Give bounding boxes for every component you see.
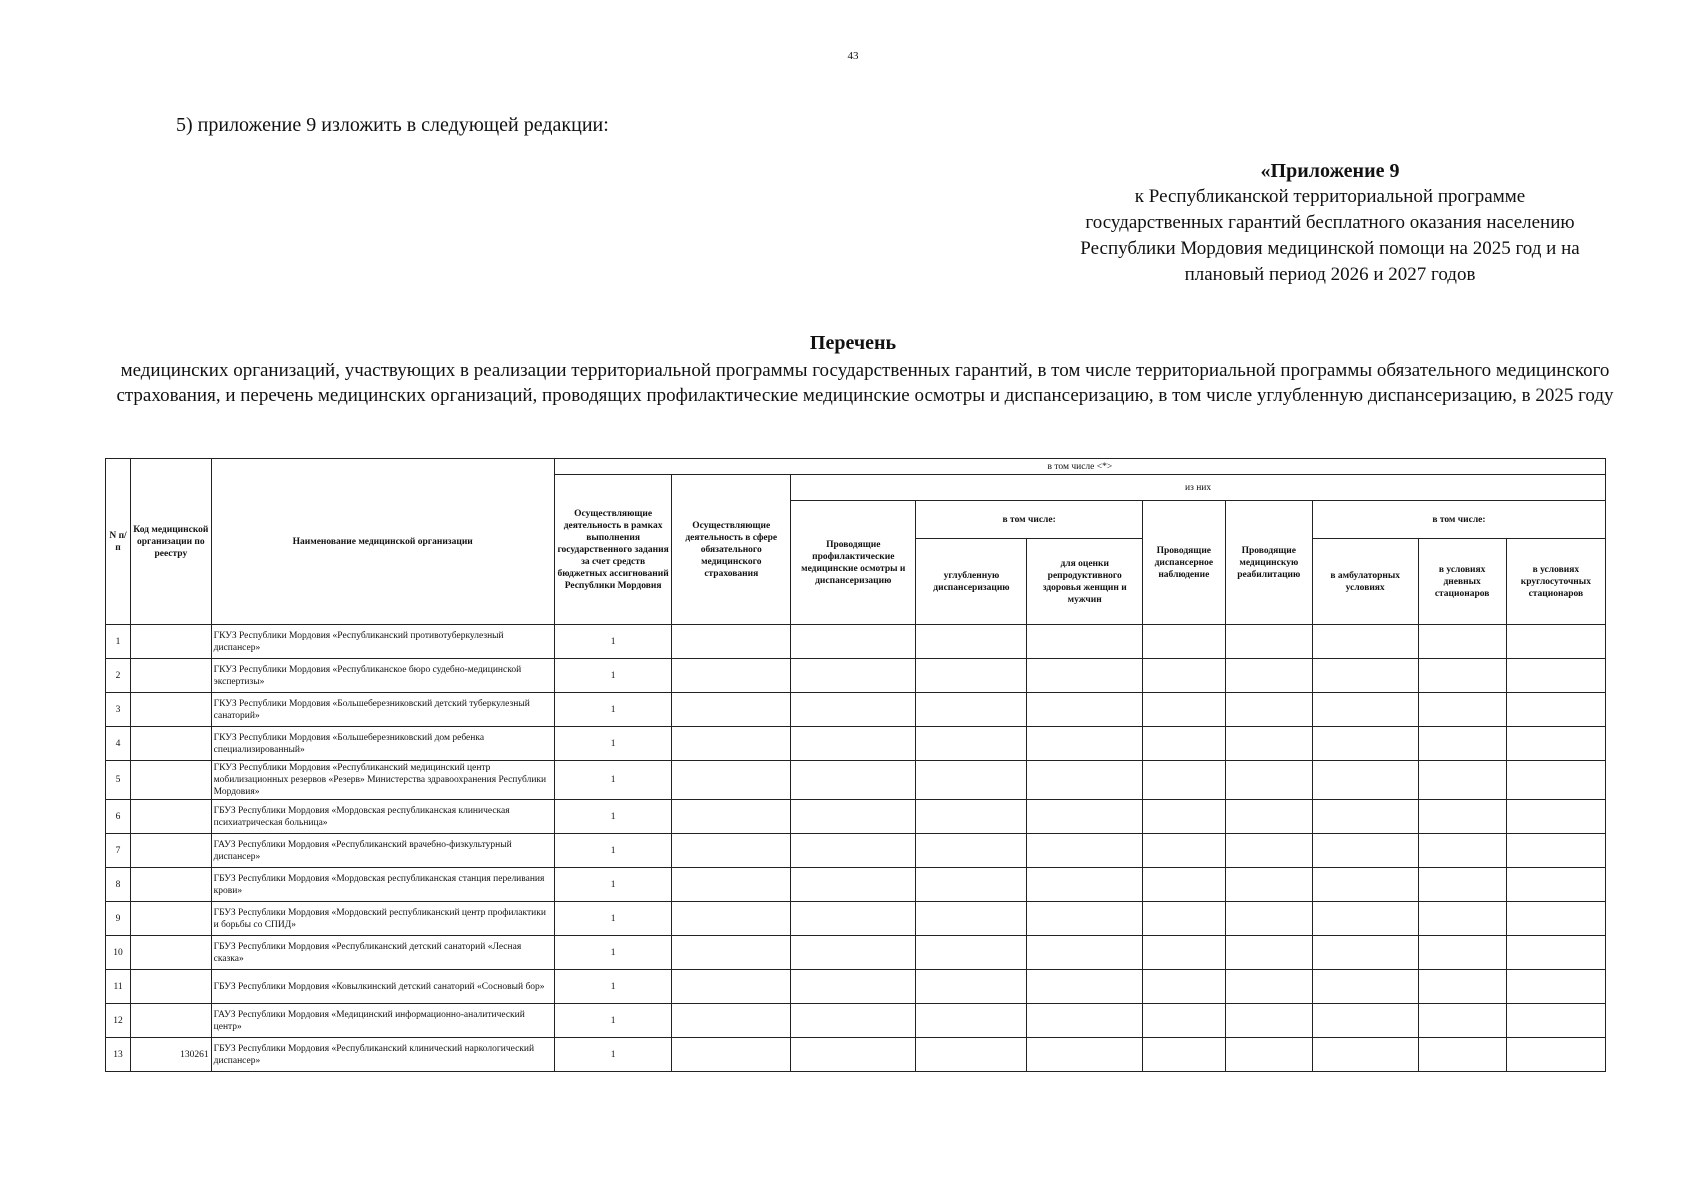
row-budget: 1 xyxy=(554,659,672,693)
row-empty-cell xyxy=(1142,727,1225,761)
row-empty-cell xyxy=(1506,761,1605,800)
row-code xyxy=(131,1004,212,1038)
row-empty-cell xyxy=(1225,727,1312,761)
row-budget: 1 xyxy=(554,1004,672,1038)
row-empty-cell xyxy=(1312,761,1418,800)
table-row xyxy=(106,1004,1606,1038)
row-empty-cell xyxy=(1418,970,1506,1004)
row-empty-cell xyxy=(1418,1038,1506,1072)
table-row xyxy=(106,761,1606,800)
row-empty-cell xyxy=(672,970,791,1004)
row-empty-cell xyxy=(1312,868,1418,902)
row-empty-cell xyxy=(916,902,1027,936)
row-empty-cell xyxy=(1027,693,1142,727)
header-code: Код медицинской организации по реестру xyxy=(131,459,212,625)
row-code xyxy=(131,868,212,902)
appendix-header xyxy=(1000,158,1660,288)
page-number: 43 xyxy=(847,50,859,62)
appendix-title: «Приложение 9 xyxy=(1260,160,1400,182)
row-empty-cell xyxy=(1312,970,1418,1004)
row-empty-cell xyxy=(672,868,791,902)
row-empty-cell xyxy=(1506,659,1605,693)
header-outpatient: в амбулаторных условиях xyxy=(1312,539,1418,625)
row-name: ГБУЗ Республики Мордовия «Республиканский клинический наркологический диспансер» xyxy=(211,1038,554,1072)
row-empty-cell xyxy=(1142,800,1225,834)
organizations-table xyxy=(105,458,1606,1072)
row-empty-cell xyxy=(1225,1038,1312,1072)
row-code xyxy=(131,970,212,1004)
row-code xyxy=(131,693,212,727)
row-name: ГКУЗ Республики Мордовия «Республиканский противотуберкулезный диспансер» xyxy=(211,625,554,659)
row-name: ГКУЗ Республики Мордовия «Большеберезниковский детский туберкулезный санаторий» xyxy=(211,693,554,727)
list-subtitle: медицинских организаций, участвующих в реализации территориальной программы государственных гарантий, в том числе территориальной программы обязательного медицинского страхования, и перечень медицинских организаций, проводящих профилактические медицинские осмотры и диспансеризацию, в том числе углубленную диспансеризацию, в 2025 году xyxy=(116,360,1614,406)
row-num: 6 xyxy=(106,800,131,834)
row-num: 9 xyxy=(106,902,131,936)
row-code: 130261 xyxy=(131,1038,212,1072)
row-budget: 1 xyxy=(554,727,672,761)
row-empty-cell xyxy=(1312,936,1418,970)
row-empty-cell xyxy=(1506,936,1605,970)
row-num: 4 xyxy=(106,727,131,761)
row-code xyxy=(131,625,212,659)
row-empty-cell xyxy=(672,1004,791,1038)
row-empty-cell xyxy=(916,693,1027,727)
row-name: ГКУЗ Республики Мордовия «Республиканское бюро судебно-медицинской экспертизы» xyxy=(211,659,554,693)
row-num: 7 xyxy=(106,834,131,868)
row-empty-cell xyxy=(791,761,916,800)
row-name: ГБУЗ Республики Мордовия «Мордовский республиканский центр профилактики и борьбы со СПИД» xyxy=(211,902,554,936)
header-day: в условиях дневных стационаров xyxy=(1418,539,1506,625)
row-empty-cell xyxy=(1506,1004,1605,1038)
row-code xyxy=(131,727,212,761)
appendix-line: к Республиканской территориальной программе xyxy=(1134,186,1526,207)
row-empty-cell xyxy=(916,868,1027,902)
row-budget: 1 xyxy=(554,693,672,727)
row-empty-cell xyxy=(1225,659,1312,693)
row-empty-cell xyxy=(1142,936,1225,970)
row-empty-cell xyxy=(916,727,1027,761)
row-empty-cell xyxy=(1142,659,1225,693)
row-budget: 1 xyxy=(554,625,672,659)
row-num: 1 xyxy=(106,625,131,659)
table-row xyxy=(106,970,1606,1004)
row-num: 10 xyxy=(106,936,131,970)
row-empty-cell xyxy=(1312,693,1418,727)
table-body xyxy=(106,625,1606,1072)
row-empty-cell xyxy=(1027,727,1142,761)
row-empty-cell xyxy=(672,727,791,761)
row-empty-cell xyxy=(916,761,1027,800)
table-row xyxy=(106,902,1606,936)
row-empty-cell xyxy=(791,693,916,727)
row-num: 3 xyxy=(106,693,131,727)
row-empty-cell xyxy=(1312,902,1418,936)
row-empty-cell xyxy=(1225,902,1312,936)
row-empty-cell xyxy=(1027,902,1142,936)
row-empty-cell xyxy=(1506,727,1605,761)
row-code xyxy=(131,659,212,693)
row-empty-cell xyxy=(1142,761,1225,800)
row-empty-cell xyxy=(1142,625,1225,659)
table-row xyxy=(106,868,1606,902)
intro-text: 5) приложение 9 изложить в следующей редакции: xyxy=(176,114,609,136)
row-empty-cell xyxy=(1418,800,1506,834)
row-empty-cell xyxy=(1312,659,1418,693)
row-empty-cell xyxy=(1312,1038,1418,1072)
row-empty-cell xyxy=(672,1038,791,1072)
header-num: N п/п xyxy=(106,459,131,625)
row-empty-cell xyxy=(672,761,791,800)
row-num: 8 xyxy=(106,868,131,902)
row-budget: 1 xyxy=(554,834,672,868)
row-empty-cell xyxy=(1142,834,1225,868)
row-empty-cell xyxy=(916,834,1027,868)
row-empty-cell xyxy=(1418,902,1506,936)
row-empty-cell xyxy=(1418,936,1506,970)
row-empty-cell xyxy=(1418,659,1506,693)
row-code xyxy=(131,902,212,936)
row-empty-cell xyxy=(791,1038,916,1072)
row-empty-cell xyxy=(1027,800,1142,834)
row-name: ГКУЗ Республики Мордовия «Республиканский медицинский центр мобилизационных резервов «Резерв» Министерства здравоохранения Республики Мордовия» xyxy=(211,761,554,800)
row-name: ГБУЗ Республики Мордовия «Ковылкинский детский санаторий «Сосновый бор» xyxy=(211,970,554,1004)
row-empty-cell xyxy=(1418,868,1506,902)
row-empty-cell xyxy=(791,727,916,761)
list-title: Перечень xyxy=(809,332,897,354)
row-empty-cell xyxy=(791,800,916,834)
row-empty-cell xyxy=(791,834,916,868)
row-empty-cell xyxy=(672,625,791,659)
appendix-line: государственных гарантий бесплатного оказания населению xyxy=(1085,212,1575,233)
row-num: 12 xyxy=(106,1004,131,1038)
row-empty-cell xyxy=(1142,1004,1225,1038)
table-row xyxy=(106,834,1606,868)
row-empty-cell xyxy=(791,1004,916,1038)
row-name: ГКУЗ Республики Мордовия «Большеберезниковский дом ребенка специализированный» xyxy=(211,727,554,761)
row-empty-cell xyxy=(1225,868,1312,902)
row-empty-cell xyxy=(916,625,1027,659)
row-num: 2 xyxy=(106,659,131,693)
row-empty-cell xyxy=(672,659,791,693)
row-empty-cell xyxy=(791,902,916,936)
appendix-line: Республики Мордовия медицинской помощи на 2025 год и на xyxy=(1080,238,1580,259)
row-num: 13 xyxy=(106,1038,131,1072)
row-empty-cell xyxy=(672,800,791,834)
row-empty-cell xyxy=(672,902,791,936)
table-row xyxy=(106,693,1606,727)
header-incl-note: в том числе <*> xyxy=(554,459,1605,475)
row-code xyxy=(131,936,212,970)
table-row xyxy=(106,800,1606,834)
row-empty-cell xyxy=(1142,970,1225,1004)
row-empty-cell xyxy=(1225,800,1312,834)
row-empty-cell xyxy=(916,659,1027,693)
row-code xyxy=(131,834,212,868)
header-incl-2: в том числе: xyxy=(1312,501,1605,539)
header-budget: Осуществляющие деятельность в рамках выполнения государственного задания за счет средств бюджетных ассигнований Республики Мордовия xyxy=(554,475,672,625)
row-empty-cell xyxy=(1312,800,1418,834)
header-of-them: из них xyxy=(791,475,1606,501)
table-row xyxy=(106,659,1606,693)
table-row xyxy=(106,1038,1606,1072)
row-empty-cell xyxy=(672,693,791,727)
row-budget: 1 xyxy=(554,1038,672,1072)
table-row xyxy=(106,625,1606,659)
row-empty-cell xyxy=(1225,970,1312,1004)
row-budget: 1 xyxy=(554,936,672,970)
row-empty-cell xyxy=(1312,625,1418,659)
header-oms: Осуществляющие деятельность в сфере обязательного медицинского страхования xyxy=(672,475,791,625)
row-empty-cell xyxy=(1312,727,1418,761)
row-empty-cell xyxy=(1225,625,1312,659)
row-empty-cell xyxy=(1506,902,1605,936)
row-empty-cell xyxy=(1418,727,1506,761)
row-name: ГБУЗ Республики Мордовия «Мордовская республиканская клиническая психиатрическая больница» xyxy=(211,800,554,834)
row-empty-cell xyxy=(1027,1038,1142,1072)
header-incl-1: в том числе: xyxy=(916,501,1143,539)
row-empty-cell xyxy=(1142,902,1225,936)
row-empty-cell xyxy=(672,834,791,868)
row-empty-cell xyxy=(1225,936,1312,970)
row-name: ГАУЗ Республики Мордовия «Республиканский врачебно-физкультурный диспансер» xyxy=(211,834,554,868)
row-empty-cell xyxy=(791,625,916,659)
row-empty-cell xyxy=(1506,970,1605,1004)
row-empty-cell xyxy=(1418,761,1506,800)
row-name: ГБУЗ Республики Мордовия «Мордовская республиканская станция переливания крови» xyxy=(211,868,554,902)
row-empty-cell xyxy=(1506,800,1605,834)
appendix-line: плановый период 2026 и 2027 годов xyxy=(1184,264,1476,285)
row-empty-cell xyxy=(1506,868,1605,902)
row-empty-cell xyxy=(672,936,791,970)
row-empty-cell xyxy=(1027,834,1142,868)
row-empty-cell xyxy=(1027,761,1142,800)
row-empty-cell xyxy=(1418,1004,1506,1038)
row-num: 5 xyxy=(106,761,131,800)
row-budget: 1 xyxy=(554,761,672,800)
row-empty-cell xyxy=(1225,834,1312,868)
row-num: 11 xyxy=(106,970,131,1004)
row-empty-cell xyxy=(916,936,1027,970)
row-empty-cell xyxy=(1506,834,1605,868)
row-empty-cell xyxy=(1142,1038,1225,1072)
row-budget: 1 xyxy=(554,970,672,1004)
row-empty-cell xyxy=(791,970,916,1004)
header-round: в условиях круглосуточных стационаров xyxy=(1506,539,1605,625)
row-empty-cell xyxy=(791,868,916,902)
row-empty-cell xyxy=(1027,625,1142,659)
header-repro: для оценки репродуктивного здоровья женщин и мужчин xyxy=(1027,539,1142,625)
row-empty-cell xyxy=(916,1038,1027,1072)
row-empty-cell xyxy=(916,1004,1027,1038)
row-code xyxy=(131,761,212,800)
row-empty-cell xyxy=(1506,625,1605,659)
row-empty-cell xyxy=(1027,1004,1142,1038)
row-budget: 1 xyxy=(554,800,672,834)
row-empty-cell xyxy=(1506,693,1605,727)
row-name: ГАУЗ Республики Мордовия «Медицинский информационно-аналитический центр» xyxy=(211,1004,554,1038)
row-empty-cell xyxy=(1418,834,1506,868)
row-code xyxy=(131,800,212,834)
header-dispensary: Проводящие диспансерное наблюдение xyxy=(1142,501,1225,625)
row-empty-cell xyxy=(916,800,1027,834)
table-row xyxy=(106,727,1606,761)
header-prophylaxis: Проводящие профилактические медицинские осмотры и диспансеризацию xyxy=(791,501,916,625)
header-name: Наименование медицинской организации xyxy=(211,459,554,625)
row-empty-cell xyxy=(1027,659,1142,693)
row-empty-cell xyxy=(916,970,1027,1004)
row-budget: 1 xyxy=(554,868,672,902)
header-deep: углубленную диспансеризацию xyxy=(916,539,1027,625)
row-empty-cell xyxy=(1142,693,1225,727)
row-empty-cell xyxy=(1506,1038,1605,1072)
row-empty-cell xyxy=(1142,868,1225,902)
row-empty-cell xyxy=(1225,761,1312,800)
header-rehab: Проводящие медицинскую реабилитацию xyxy=(1225,501,1312,625)
row-empty-cell xyxy=(1027,936,1142,970)
row-empty-cell xyxy=(1225,1004,1312,1038)
row-name: ГБУЗ Республики Мордовия «Республиканский детский санаторий «Лесная сказка» xyxy=(211,936,554,970)
row-empty-cell xyxy=(1225,693,1312,727)
table-row xyxy=(106,936,1606,970)
row-budget: 1 xyxy=(554,902,672,936)
row-empty-cell xyxy=(1027,970,1142,1004)
row-empty-cell xyxy=(791,936,916,970)
row-empty-cell xyxy=(1312,834,1418,868)
row-empty-cell xyxy=(1418,693,1506,727)
row-empty-cell xyxy=(791,659,916,693)
row-empty-cell xyxy=(1027,868,1142,902)
row-empty-cell xyxy=(1312,1004,1418,1038)
row-empty-cell xyxy=(1418,625,1506,659)
